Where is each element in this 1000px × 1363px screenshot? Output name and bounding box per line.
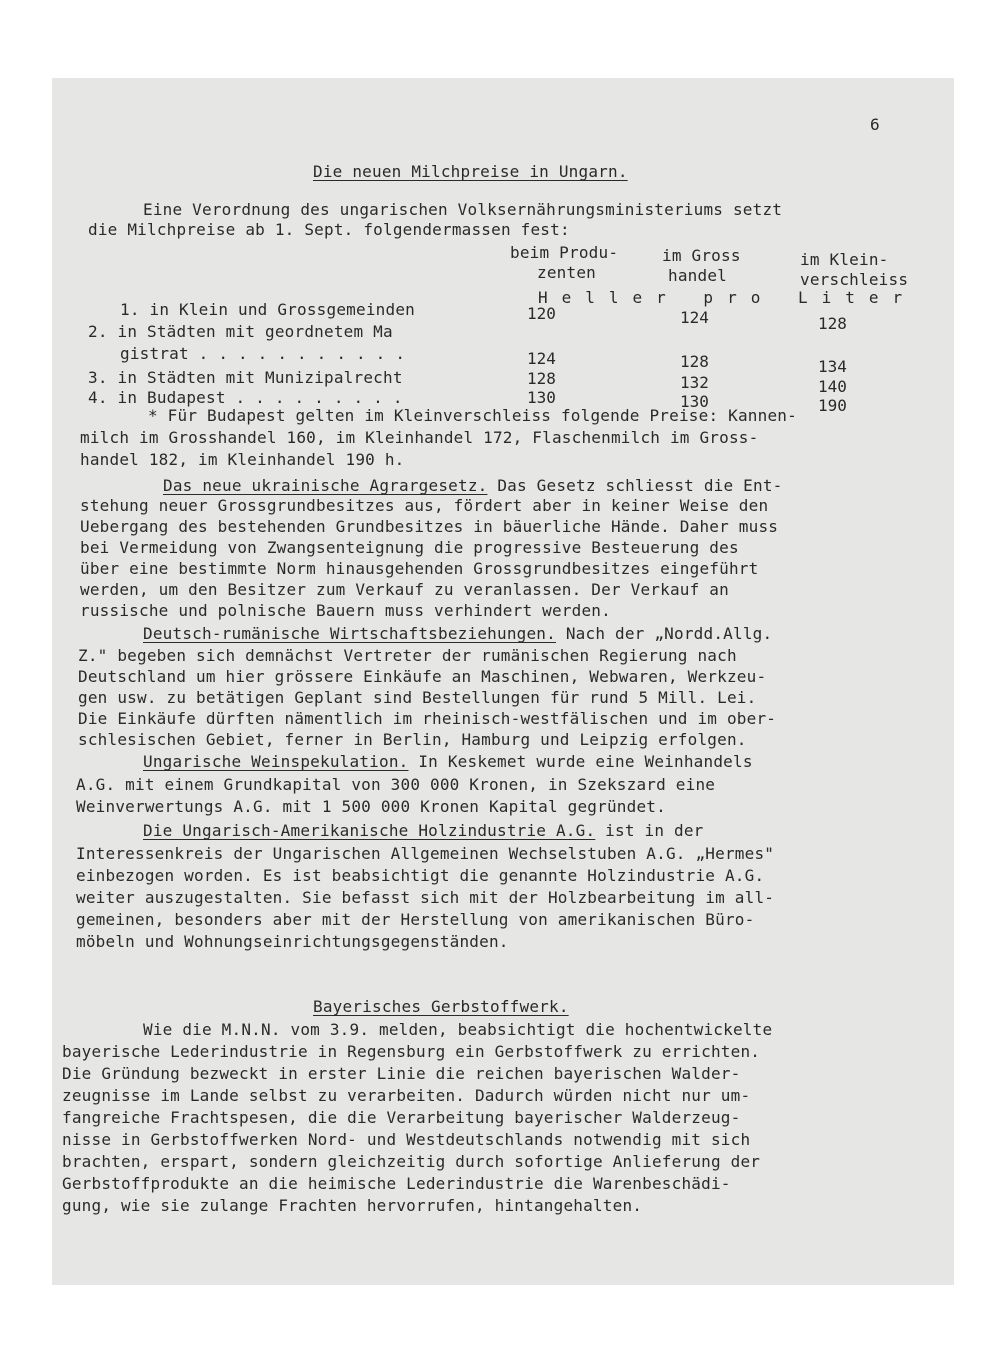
article6-line-1: Wie die M.N.N. vom 3.9. melden, beabsichtigt die hochentwickelte: [143, 1020, 773, 1039]
article6-line-5: fangreiche Frachtspesen, die die Verarbeitung bayerischer Walderzeug-: [62, 1108, 741, 1127]
article2-first-line: [163, 476, 782, 496]
article3-line-1: Z." begeben sich demnächst Vertreter der rumänischen Regierung nach: [78, 646, 737, 665]
article2-line-1: stehung neuer Grossgrundbesitzes aus, fördert aber in keiner Weise den: [80, 496, 769, 515]
row1-wholesale: 124: [680, 308, 709, 327]
article3-line-2: Deutschland um hier grössere Einkäufe an Maschinen, Webwaren, Werkzeu-: [78, 667, 767, 686]
row4-wholesale: 130: [680, 392, 709, 411]
article5-line-1: Interessenkreis der Ungarischen Allgemeinen Wechselstuben A.G. „Hermes": [76, 844, 775, 863]
article6-line-4: zeugnisse im Lande selbst zu verarbeiten. Dadurch würden nicht nur um-: [62, 1086, 751, 1105]
article-title-milk-prices: Die neuen Milchpreise in Ungarn.: [313, 162, 628, 181]
row4-retail: 190: [818, 396, 847, 415]
row1-retail: 128: [818, 314, 847, 333]
article5-line-2: einbezogen worden. Es ist beabsichtigt die genannte Holzindustrie A.G.: [76, 866, 765, 885]
article2-first-line-rest: Das Gesetz schliesst die Ent-: [497, 476, 783, 495]
article4-line-1: A.G. mit einem Grundkapital von 300 000 Kronen, in Szekszard eine: [76, 775, 716, 794]
row3-label: 3. in Städten mit Munizipalrecht: [88, 368, 403, 387]
article4-line-2: Weinverwertungs A.G. mit 1 500 000 Kronen Kapital gegründet.: [76, 797, 666, 816]
row2-wholesale: 128: [680, 352, 709, 371]
col1-header-2: zenten: [537, 263, 596, 282]
row4-producer: 130: [527, 388, 556, 407]
col3-header-2: verschleiss: [800, 270, 909, 289]
article5-first-line-rest: ist in der: [605, 821, 704, 840]
col1-header-1: beim Produ-: [510, 243, 619, 262]
article6-line-6: nisse in Gerbstoffwerken Nord- und Westdeutschlands notwendig mit sich: [62, 1130, 751, 1149]
col3-header-1: im Klein-: [800, 250, 889, 269]
article2-line-2: Uebergang des bestehenden Grundbesitzes in bäuerliche Hände. Daher muss: [80, 517, 779, 536]
article5-line-4: gemeinen, besonders aber mit der Herstellung von amerikanischen Büro-: [76, 910, 755, 929]
row2-label-2: gistrat . . . . . . . . . . .: [120, 344, 406, 363]
article3-first-line-rest: Nach der „Nordd.Allg.: [565, 624, 773, 643]
article2-line-6: russische und polnische Bauern muss verhindert werden.: [80, 601, 611, 620]
article3-line-3: gen usw. zu betätigen Geplant sind Bestellungen für rund 5 Mill. Lei.: [78, 688, 757, 707]
article3-first-line: [143, 624, 772, 644]
article2-line-3: bei Vermeidung von Zwangsenteignung die progressive Besteuerung des: [80, 538, 739, 557]
article6-line-2: bayerische Lederindustrie in Regensburg ein Gerbstoffwerk zu errichten.: [62, 1042, 761, 1061]
unit-line: Heller pro Liter: [538, 288, 917, 307]
article-heading-wine-speculation: Ungarische Weinspekulation.: [143, 752, 409, 771]
row2-retail: 134: [818, 357, 847, 376]
page-number: 6: [870, 115, 880, 134]
article-title-tannery: Bayerisches Gerbstoffwerk.: [313, 997, 569, 1016]
article5-line-5: möbeln und Wohnungseinrichtungsgegenständen.: [76, 932, 509, 951]
article4-first-line-rest: In Keskemet wurde eine Weinhandels: [418, 752, 753, 771]
row2-label-1: 2. in Städten mit geordnetem Ma: [88, 322, 393, 341]
col2-header-2: handel: [668, 266, 727, 285]
footnote-line-1: * Für Budapest gelten im Kleinverschleiss folgende Preise: Kannen-: [148, 406, 797, 425]
article6-line-8: Gerbstoffprodukte an die heimische Lederindustrie die Warenbeschädi-: [62, 1174, 731, 1193]
milk-intro-line-1: Eine Verordnung des ungarischen Volksernährungsministeriums setzt: [143, 200, 783, 219]
row3-retail: 140: [818, 377, 847, 396]
article-heading-agrarian-law: Das neue ukrainische Agrargesetz.: [163, 476, 488, 495]
article4-first-line: [143, 752, 753, 772]
article3-line-4: Die Einkäufe dürften nämentlich im rheinisch-westfälischen und im ober-: [78, 709, 777, 728]
col2-header-1: im Gross: [662, 246, 741, 265]
article3-line-5: schlesischen Gebiet, ferner in Berlin, Hamburg und Leipzig erfolgen.: [78, 730, 747, 749]
article6-line-9: gung, wie sie zulange Frachten hervorrufen, hintangehalten.: [62, 1196, 643, 1215]
article-heading-german-romanian: Deutsch-rumänische Wirtschaftsbeziehungen.: [143, 624, 556, 643]
article5-first-line: [143, 821, 703, 841]
article2-line-5: werden, um den Besitzer zum Verkauf zu veranlassen. Der Verkauf an: [80, 580, 729, 599]
article2-line-4: über eine bestimmte Norm hinausgehenden Grossgrundbesitzes eingeführt: [80, 559, 759, 578]
row4-label: 4. in Budapest . . . . . . . . .: [88, 388, 403, 407]
row1-producer: 120: [527, 304, 556, 323]
article6-line-3: Die Gründung bezweckt in erster Linie die reichen bayerischen Walder-: [62, 1064, 741, 1083]
article6-line-7: brachten, erspart, sondern gleichzeitig durch sofortige Anlieferung der: [62, 1152, 761, 1171]
row3-producer: 128: [527, 369, 556, 388]
article-heading-wood-industry: Die Ungarisch-Amerikanische Holzindustrie A.G.: [143, 821, 596, 840]
row1-label: 1. in Klein und Grossgemeinden: [120, 300, 415, 319]
article5-line-3: weiter auszugestalten. Sie befasst sich mit der Holzbearbeitung im all-: [76, 888, 775, 907]
milk-intro-line-2: die Milchpreise ab 1. Sept. folgendermassen fest:: [88, 220, 570, 239]
row3-wholesale: 132: [680, 373, 709, 392]
footnote-line-2: milch im Grosshandel 160, im Kleinhandel 172, Flaschenmilch im Gross-: [80, 428, 759, 447]
row2-producer: 124: [527, 349, 556, 368]
footnote-line-3: handel 182, im Kleinhandel 190 h.: [80, 450, 405, 469]
